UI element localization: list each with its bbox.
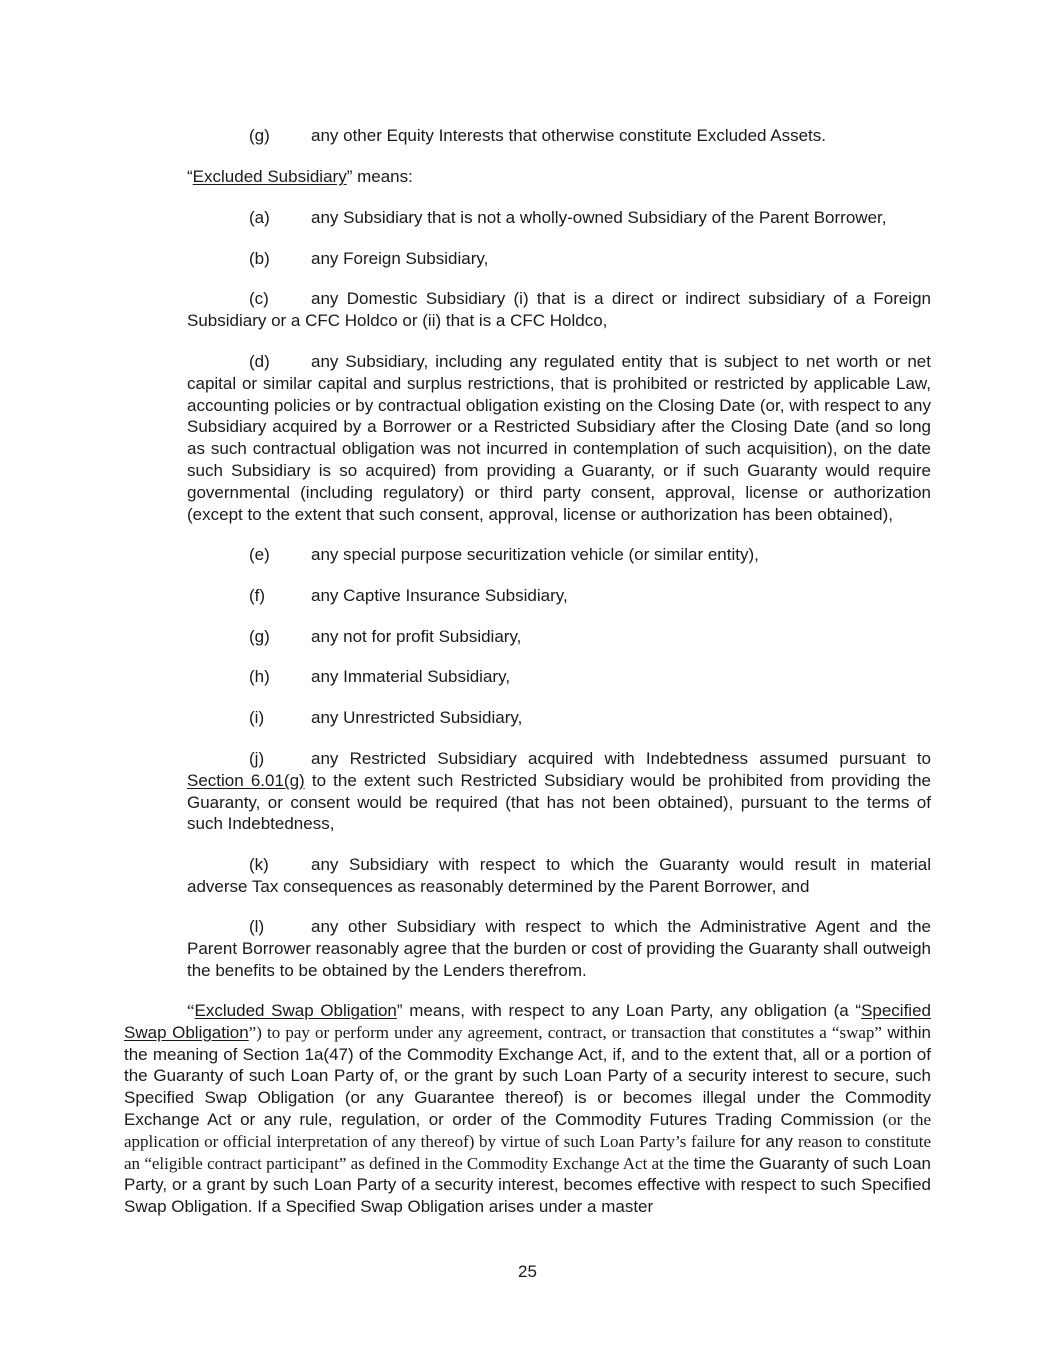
item-label: (a) — [249, 208, 270, 227]
item-text: any Domestic Subsidiary (i) that is a direct or indirect subsidiary of a Foreign Subsidiary or a CFC Holdco or (ii) that is a CFC Holdco, — [187, 289, 931, 330]
definition-text: reason to constitute an “eligible contract participant” as defined in the Commodity Exchange Act at the — [124, 1131, 931, 1173]
definition-excluded-subsidiary — [187, 166, 931, 188]
definition-text: (or the application or official interpretation of any thereof) by virtue of such Loan Party’s failure — [124, 1109, 932, 1151]
item-text: any Captive Insurance Subsidiary, — [311, 586, 568, 605]
definition-text: time the Guaranty of such Loan Party, or a grant by such Loan Party of a security interest, becomes effective with respect to such Specified Swap Obligation. If a Specified Swap Obligation arises under a master — [124, 1153, 932, 1217]
definition-text: ” means, with respect to any Loan Party, any obligation (a “ — [396, 1001, 862, 1020]
item-label: (l) — [249, 917, 265, 936]
list-item — [187, 544, 931, 566]
section-reference-link[interactable]: Section 6.01(g) — [187, 770, 305, 790]
item-text: any Subsidiary that is not a wholly-owned Subsidiary of the Parent Borrower, — [311, 208, 887, 227]
list-item — [187, 288, 931, 332]
list-item — [187, 585, 931, 607]
list-item — [187, 125, 931, 147]
item-text: any other Equity Interests that otherwise constitute Excluded Assets. — [311, 126, 826, 145]
item-label: (k) — [249, 855, 269, 874]
item-text: any other Subsidiary with respect to which the Administrative Agent and the Parent Borrower reasonably agree that the burden or cost of providing the Guaranty shall outweigh the benefits to be obtained by the Lenders therefrom. — [187, 917, 931, 980]
item-label: (e) — [249, 545, 270, 564]
list-item — [187, 916, 931, 981]
list-item — [187, 707, 931, 729]
item-text: any Foreign Subsidiary, — [311, 249, 489, 268]
list-item — [187, 351, 931, 525]
item-label: (h) — [249, 667, 270, 686]
item-label: (c) — [249, 289, 269, 308]
item-label: (i) — [249, 708, 265, 727]
page-number: 25 — [518, 1262, 537, 1281]
item-text: any Subsidiary, including any regulated entity that is subject to net worth or net capital or similar capital and surplus restrictions, that is prohibited or restricted by applicable Law, accounting policies or by contractual obligation existing on the Closing Date (or, with respect to any Subsidiary acquired by a Borrower or a Restricted Subsidiary after the Closing Date (and so long as such contractual obligation was not incurred in contemplation of such acquisition), on the date such Subsidiary is so acquired) from providing a Guaranty, or if such Guaranty would require governmental (including regulatory) or third party consent, approval, license or authorization (except to the extent that such consent, approval, license or authorization has been obtained), — [187, 352, 931, 524]
definition-text: for any — [735, 1131, 799, 1151]
item-text: any Subsidiary with respect to which the Guaranty would result in material adverse Tax consequences as reasonably determined by the Parent Borrower, and — [187, 855, 931, 896]
open-quote: “ — [187, 1001, 195, 1020]
defined-term: Excluded Subsidiary — [192, 167, 347, 186]
definition-text: ”) to pay or perform under any agreement, contract, or transaction that constitutes a “swap” — [248, 1022, 882, 1042]
item-text: any not for profit Subsidiary, — [311, 627, 522, 646]
list-item — [187, 248, 931, 270]
list-item — [187, 666, 931, 688]
item-label: (d) — [249, 352, 270, 371]
item-text: any special purpose securitization vehicle (or similar entity), — [311, 545, 759, 564]
definition-text: within the meaning of Section 1a(47) of the Commodity Exchange Act, if, and to the extent that, all or a portion of the Guaranty of such Loan Party of, or the grant by such Loan Party of a security interest to secure, such Specified Swap Obligation (or any Guarantee thereof) is or becomes illegal under the Commodity Exchange Act or any rule, regulation, or order of the Commodity Futures Trading Commission — [124, 1022, 932, 1129]
defined-term: Specified Swap Obligation — [124, 1001, 931, 1042]
item-label: (f) — [249, 586, 266, 605]
item-label: (g) — [249, 627, 270, 646]
open-quote: “ — [187, 167, 193, 186]
item-text: any Unrestricted Subsidiary, — [311, 708, 523, 727]
definition-excluded-swap-obligation — [124, 1000, 931, 1218]
item-text: any Immaterial Subsidiary, — [311, 667, 511, 686]
definition-rest: ” means: — [346, 167, 413, 186]
list-item — [187, 748, 931, 835]
list-item — [187, 854, 931, 898]
list-item — [187, 207, 931, 229]
list-item — [187, 626, 931, 648]
item-label: (j) — [249, 749, 265, 768]
item-label: (g) — [249, 126, 270, 145]
item-label: (b) — [249, 249, 270, 268]
item-text: any Restricted Subsidiary acquired with Indebtedness assumed pursuant to — [311, 749, 931, 768]
defined-term: Excluded Swap Obligation — [194, 1001, 397, 1020]
item-text: to the extent such Restricted Subsidiary would be prohibited from providing the Guaranty, or consent would be required (that has not been obtained), pursuant to the terms of such Indebtedness, — [187, 770, 931, 834]
